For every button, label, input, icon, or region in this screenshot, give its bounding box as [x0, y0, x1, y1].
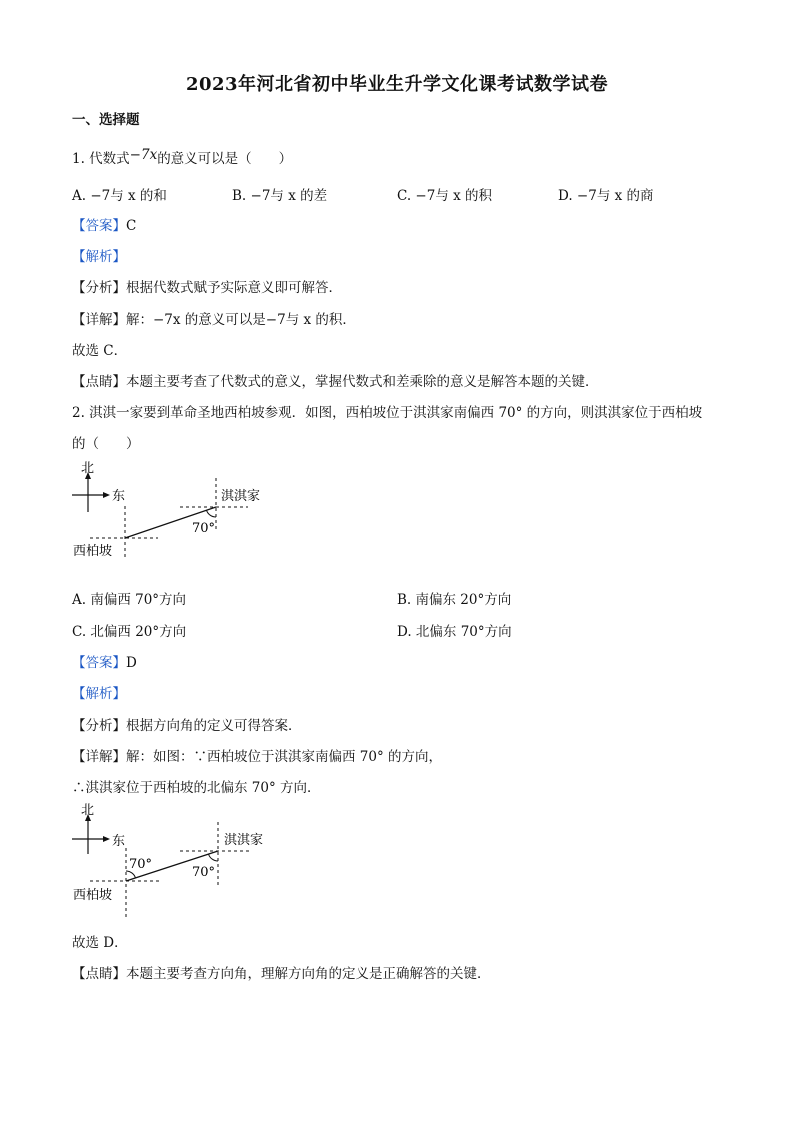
answer-tag: 【答案】 — [72, 218, 126, 234]
q2-answer — [72, 651, 137, 671]
page-title: 2023年河北省初中毕业生升学文化课考试数学试卷 — [185, 74, 609, 95]
q2-dianjing-text: 本题主要考查方向角，理解方向角的定义是正确解答的关键． — [126, 966, 491, 982]
q1-xiangjie — [72, 308, 356, 328]
angle-label-xibaipo: 70° — [129, 857, 153, 872]
q2-option-d: D. 北偏东 70°方向 — [397, 624, 512, 640]
q2-answer-value: D — [126, 655, 137, 671]
east-arrow-icon — [103, 492, 110, 498]
q1-fenxi — [72, 276, 342, 296]
q2-stem-line1: 2. 淇淇一家要到革命圣地西柏坡参观．如图，西柏坡位于淇淇家南偏西 70° 的方向，则淇淇家位于西柏坡 — [72, 405, 703, 421]
q2-option-b: B. 南偏东 20°方向 — [397, 592, 512, 608]
east-arrow-icon — [103, 836, 110, 842]
fenxi-tag: 【分析】 — [72, 280, 126, 296]
xiangjie-tag: 【详解】 — [72, 312, 126, 328]
angle-arc-xibaipo — [126, 871, 136, 878]
q2-choice: 故选 D． — [72, 935, 128, 951]
q1-stem — [72, 147, 292, 167]
q1-option-c: C. −7与 x 的积 — [397, 188, 493, 204]
q1-answer — [72, 214, 136, 234]
q1-dianjing — [72, 370, 599, 390]
q1-analysis-tag — [72, 245, 126, 265]
north-label: 北 — [81, 461, 95, 476]
q2-solution-figure — [68, 800, 283, 922]
q2-conclusion: ∴淇淇家位于西柏坡的北偏东 70° 方向． — [72, 780, 321, 796]
xibaipo-label: 西柏坡 — [73, 888, 113, 903]
home-label: 淇淇家 — [221, 489, 261, 504]
home-label: 淇淇家 — [224, 833, 264, 848]
q1-answer-value: C — [126, 218, 137, 234]
angle-arc-home — [209, 854, 219, 861]
fenxi-tag: 【分析】 — [72, 718, 126, 734]
angle-arc-home — [207, 510, 217, 517]
q1-dianjing-text: 本题主要考查了代数式的意义，掌握代数式和差乘除的意义是解答本题的关键． — [126, 374, 599, 390]
analysis-tag: 【解析】 — [72, 249, 126, 265]
q1-choice: 故选 C． — [72, 343, 128, 359]
east-label: 东 — [112, 489, 126, 504]
north-label: 北 — [81, 803, 95, 818]
answer-tag: 【答案】 — [72, 655, 126, 671]
xibaipo-label: 西柏坡 — [73, 544, 113, 559]
q1-option-b: B. −7与 x 的差 — [232, 188, 328, 204]
q2-xiangjie — [72, 745, 442, 765]
section-heading: 一、选择题 — [72, 112, 140, 128]
angle-label-home: 70° — [192, 865, 216, 880]
xiangjie-tag: 【详解】 — [72, 749, 126, 765]
q2-fenxi-text: 根据方向角的定义可得答案． — [126, 718, 302, 734]
q2-option-a: A. 南偏西 70°方向 — [72, 592, 187, 608]
q2-direction-figure — [68, 458, 278, 566]
q2-option-c: C. 北偏西 20°方向 — [72, 624, 187, 640]
q1-stem-post: 的意义可以是（ ） — [157, 151, 293, 167]
analysis-tag: 【解析】 — [72, 686, 126, 702]
q1-stem-pre: 1. 代数式 — [72, 151, 130, 167]
q2-analysis-tag — [72, 682, 126, 702]
angle-label: 70° — [192, 521, 216, 536]
q1-fenxi-text: 根据代数式赋予实际意义即可解答． — [126, 280, 342, 296]
q2-stem-line2: 的（ ） — [72, 436, 140, 452]
q2-dianjing — [72, 962, 491, 982]
q2-fenxi — [72, 714, 302, 734]
q2-xiangjie-text: 解：如图：∵西柏坡位于淇淇家南偏西 70° 的方向， — [126, 749, 443, 765]
dianjing-tag: 【点睛】 — [72, 966, 126, 982]
dianjing-tag: 【点睛】 — [72, 374, 126, 390]
east-label: 东 — [112, 834, 126, 849]
q1-stem-expr: −7x — [129, 147, 158, 163]
q1-option-a: A. −7与 x 的和 — [72, 188, 167, 204]
q1-option-d: D. −7与 x 的商 — [558, 188, 654, 204]
q1-xiangjie-text: 解：−7x 的意义可以是−7与 x 的积． — [126, 312, 356, 328]
